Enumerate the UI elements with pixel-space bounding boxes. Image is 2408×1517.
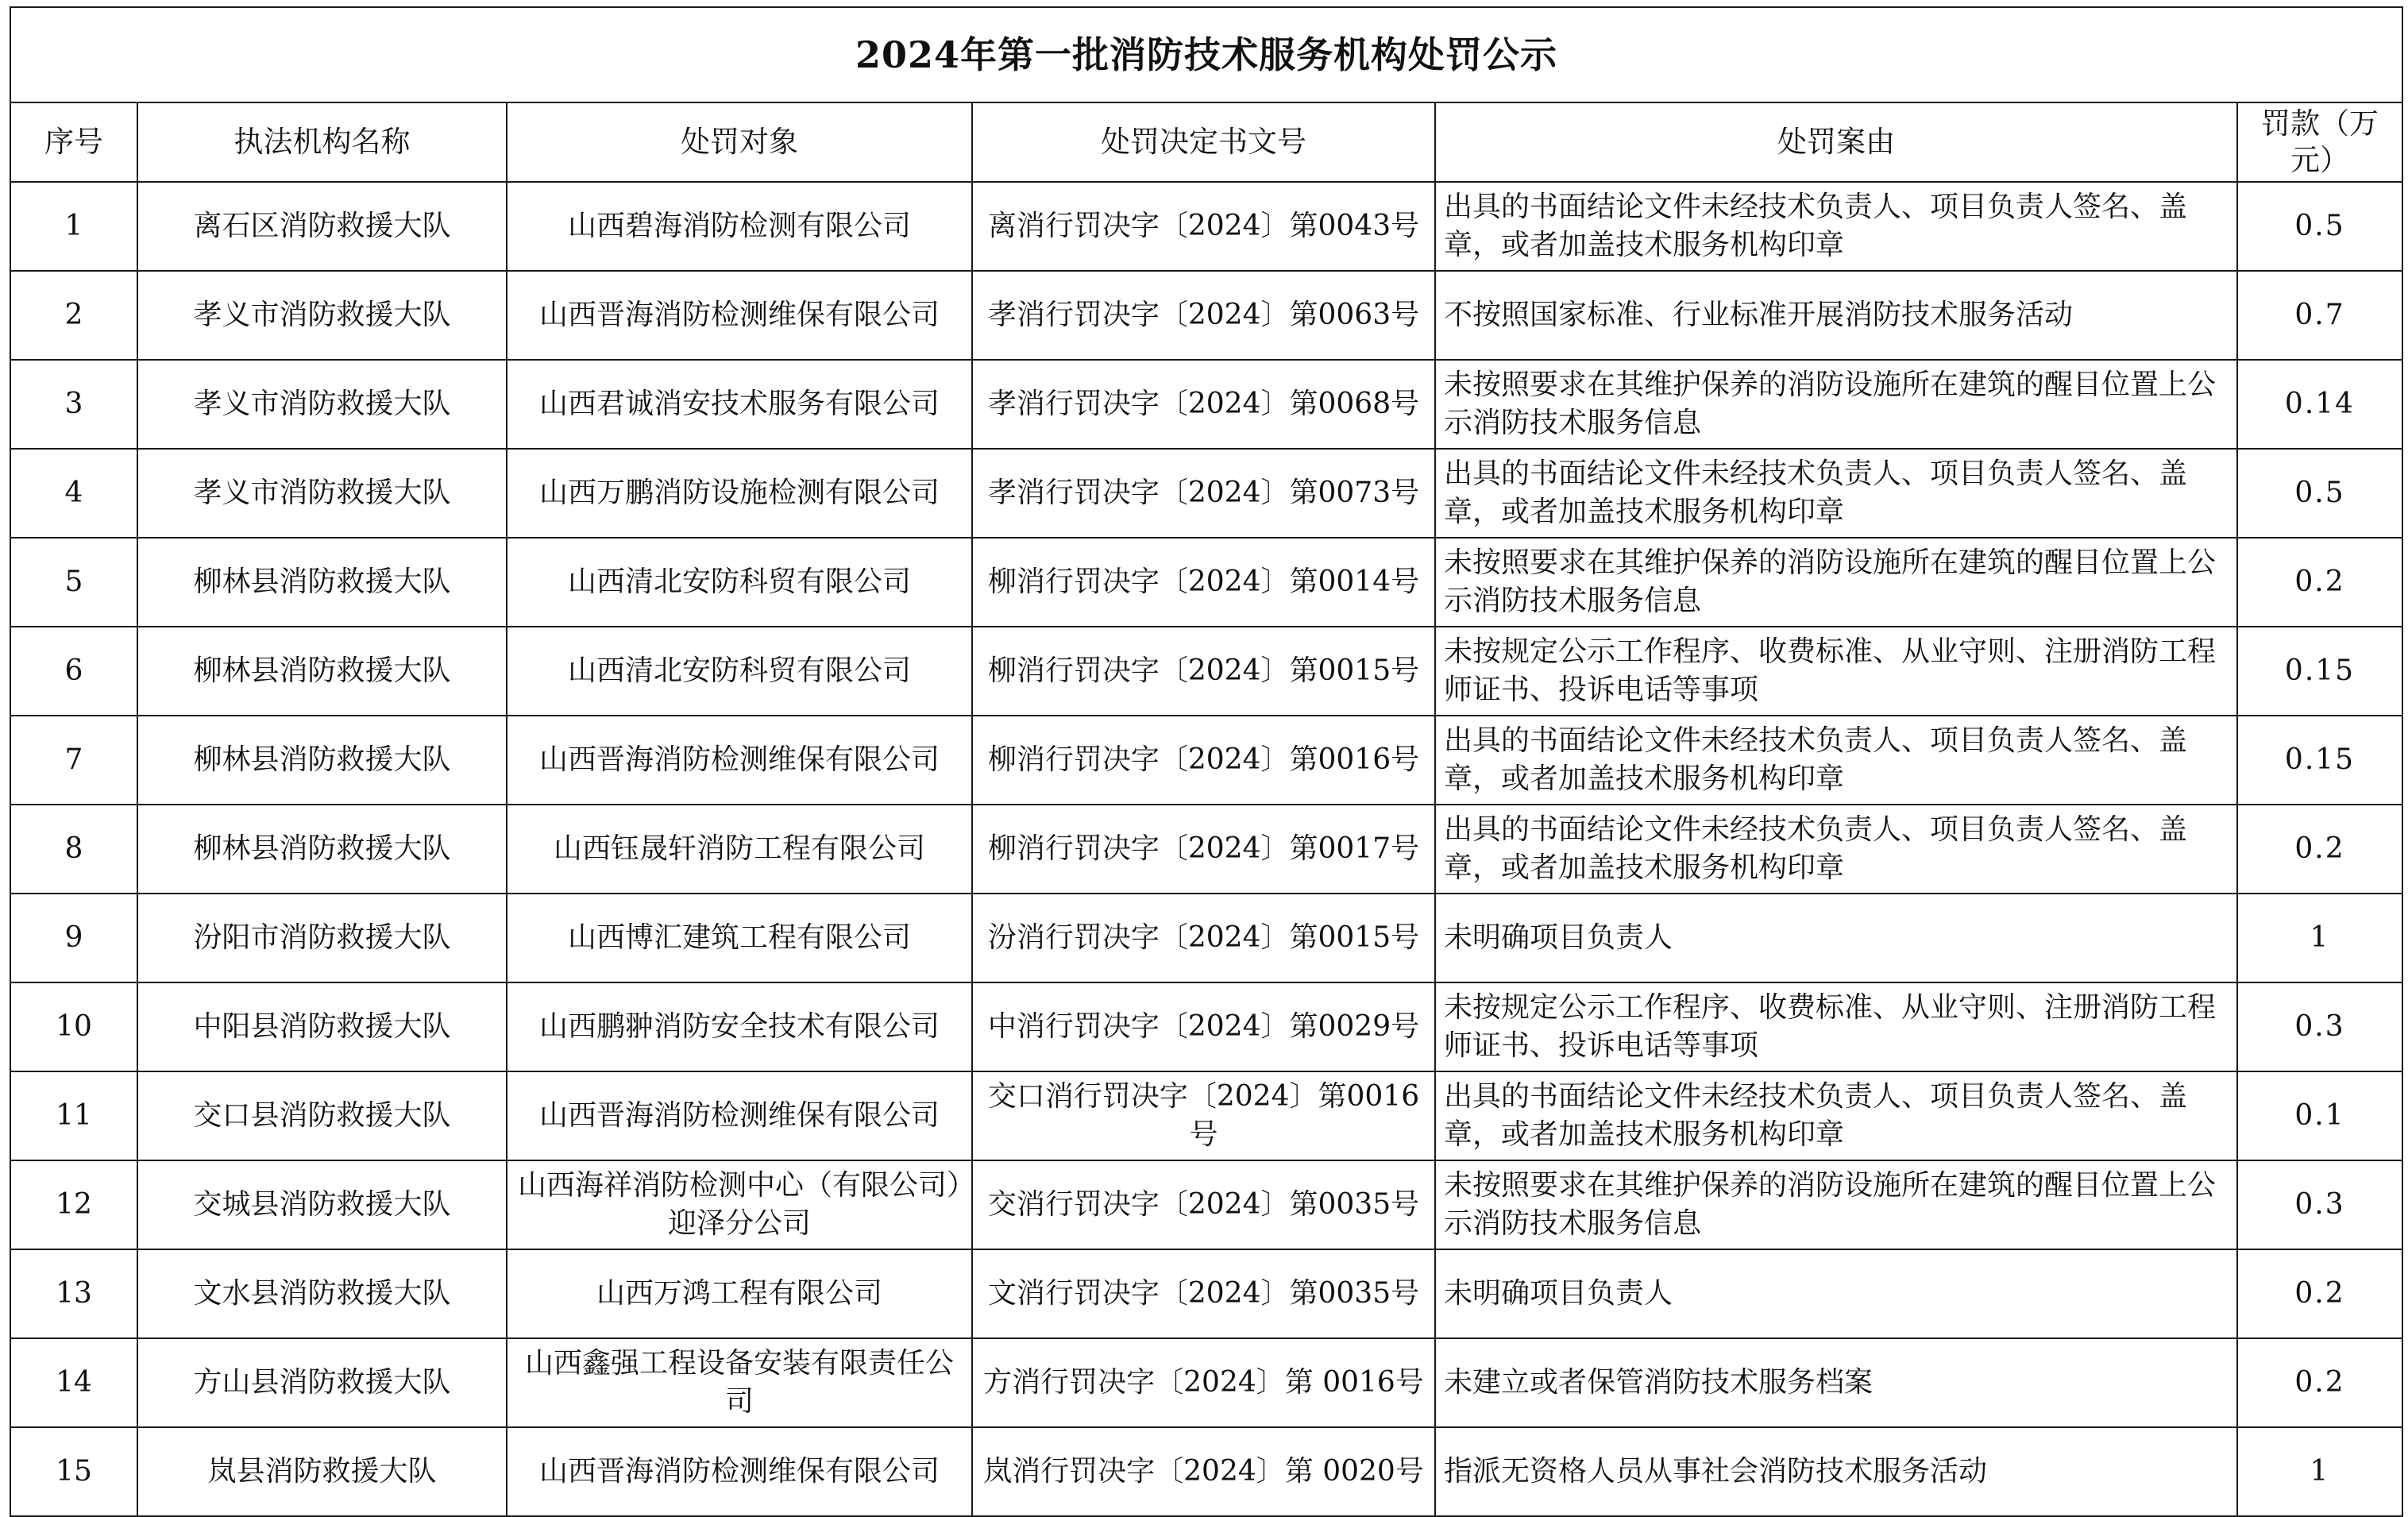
table-row [10, 1249, 2402, 1338]
cell-doc-no: 柳消行罚决字〔2024〕第0016号 [972, 716, 1435, 805]
header-agency: 执法机构名称 [137, 102, 507, 182]
cell-agency: 柳林县消防救援大队 [137, 805, 507, 894]
cell-reason: 未明确项目负责人 [1435, 894, 2237, 982]
cell-amount: 0.2 [2237, 1338, 2402, 1427]
cell-amount: 0.14 [2237, 360, 2402, 449]
cell-doc-no: 柳消行罚决字〔2024〕第0017号 [972, 805, 1435, 894]
cell-target: 山西君诚消安技术服务有限公司 [507, 360, 972, 449]
table-row [10, 894, 2402, 982]
cell-amount: 0.3 [2237, 1160, 2402, 1249]
cell-amount: 0.15 [2237, 627, 2402, 716]
cell-target: 山西万鸿工程有限公司 [507, 1249, 972, 1338]
cell-target: 山西清北安防科贸有限公司 [507, 538, 972, 627]
cell-doc-no: 孝消行罚决字〔2024〕第0068号 [972, 360, 1435, 449]
cell-amount: 0.5 [2237, 182, 2402, 271]
title-row [10, 7, 2402, 102]
cell-amount: 0.2 [2237, 1249, 2402, 1338]
table-row [10, 805, 2402, 894]
header-target: 处罚对象 [507, 102, 972, 182]
cell-target: 山西海祥消防检测中心（有限公司）迎泽分公司 [507, 1160, 972, 1249]
penalty-table [10, 6, 2403, 1517]
cell-reason: 出具的书面结论文件未经技术负责人、项目负责人签名、盖章，或者加盖技术服务机构印章 [1435, 182, 2237, 271]
cell-doc-no: 岚消行罚决字〔2024〕第 0020号 [972, 1427, 1435, 1516]
cell-doc-no: 中消行罚决字〔2024〕第0029号 [972, 982, 1435, 1071]
table-title: 2024年第一批消防技术服务机构处罚公示 [10, 7, 2402, 102]
cell-amount: 1 [2237, 1427, 2402, 1516]
cell-index: 6 [10, 627, 137, 716]
cell-reason: 未按照要求在其维护保养的消防设施所在建筑的醒目位置上公示消防技术服务信息 [1435, 360, 2237, 449]
cell-agency: 孝义市消防救援大队 [137, 271, 507, 360]
cell-target: 山西博汇建筑工程有限公司 [507, 894, 972, 982]
table-row [10, 538, 2402, 627]
cell-doc-no: 柳消行罚决字〔2024〕第0015号 [972, 627, 1435, 716]
cell-target: 山西万鹏消防设施检测有限公司 [507, 449, 972, 538]
cell-doc-no: 汾消行罚决字〔2024〕第0015号 [972, 894, 1435, 982]
cell-agency: 方山县消防救援大队 [137, 1338, 507, 1427]
cell-index: 14 [10, 1338, 137, 1427]
cell-target: 山西鹏翀消防安全技术有限公司 [507, 982, 972, 1071]
header-index: 序号 [10, 102, 137, 182]
cell-agency: 文水县消防救援大队 [137, 1249, 507, 1338]
cell-target: 山西清北安防科贸有限公司 [507, 627, 972, 716]
cell-reason: 出具的书面结论文件未经技术负责人、项目负责人签名、盖章，或者加盖技术服务机构印章 [1435, 449, 2237, 538]
cell-agency: 柳林县消防救援大队 [137, 716, 507, 805]
table-row [10, 716, 2402, 805]
penalty-table-sheet [10, 6, 2402, 1492]
table-row [10, 182, 2402, 271]
cell-amount: 0.1 [2237, 1071, 2402, 1160]
cell-doc-no: 柳消行罚决字〔2024〕第0014号 [972, 538, 1435, 627]
cell-agency: 柳林县消防救援大队 [137, 627, 507, 716]
cell-reason: 出具的书面结论文件未经技术负责人、项目负责人签名、盖章，或者加盖技术服务机构印章 [1435, 1071, 2237, 1160]
cell-doc-no: 孝消行罚决字〔2024〕第0073号 [972, 449, 1435, 538]
cell-agency: 中阳县消防救援大队 [137, 982, 507, 1071]
header-reason: 处罚案由 [1435, 102, 2237, 182]
cell-reason: 未按规定公示工作程序、收费标准、从业守则、注册消防工程师证书、投诉电话等事项 [1435, 982, 2237, 1071]
cell-index: 15 [10, 1427, 137, 1516]
cell-reason: 出具的书面结论文件未经技术负责人、项目负责人签名、盖章，或者加盖技术服务机构印章 [1435, 805, 2237, 894]
cell-index: 7 [10, 716, 137, 805]
cell-target: 山西碧海消防检测有限公司 [507, 182, 972, 271]
cell-index: 10 [10, 982, 137, 1071]
header-amount: 罚款（万元） [2237, 102, 2402, 182]
cell-doc-no: 文消行罚决字〔2024〕第0035号 [972, 1249, 1435, 1338]
cell-index: 8 [10, 805, 137, 894]
header-doc-no: 处罚决定书文号 [972, 102, 1435, 182]
cell-agency: 岚县消防救援大队 [137, 1427, 507, 1516]
cell-amount: 0.3 [2237, 982, 2402, 1071]
table-row [10, 360, 2402, 449]
header-row [10, 102, 2402, 182]
table-row [10, 449, 2402, 538]
cell-target: 山西鑫强工程设备安装有限责任公司 [507, 1338, 972, 1427]
cell-index: 5 [10, 538, 137, 627]
cell-amount: 1 [2237, 894, 2402, 982]
cell-reason: 未按规定公示工作程序、收费标准、从业守则、注册消防工程师证书、投诉电话等事项 [1435, 627, 2237, 716]
cell-index: 1 [10, 182, 137, 271]
cell-reason: 未按照要求在其维护保养的消防设施所在建筑的醒目位置上公示消防技术服务信息 [1435, 1160, 2237, 1249]
cell-doc-no: 孝消行罚决字〔2024〕第0063号 [972, 271, 1435, 360]
cell-index: 3 [10, 360, 137, 449]
cell-target: 山西钰晟轩消防工程有限公司 [507, 805, 972, 894]
cell-doc-no: 方消行罚决字〔2024〕第 0016号 [972, 1338, 1435, 1427]
table-row [10, 1160, 2402, 1249]
cell-agency: 交口县消防救援大队 [137, 1071, 507, 1160]
cell-target: 山西晋海消防检测维保有限公司 [507, 1071, 972, 1160]
cell-agency: 孝义市消防救援大队 [137, 449, 507, 538]
cell-index: 13 [10, 1249, 137, 1338]
cell-amount: 0.2 [2237, 538, 2402, 627]
cell-agency: 离石区消防救援大队 [137, 182, 507, 271]
cell-index: 9 [10, 894, 137, 982]
cell-doc-no: 交消行罚决字〔2024〕第0035号 [972, 1160, 1435, 1249]
cell-index: 4 [10, 449, 137, 538]
table-row [10, 1427, 2402, 1516]
cell-reason: 未明确项目负责人 [1435, 1249, 2237, 1338]
cell-reason: 未建立或者保管消防技术服务档案 [1435, 1338, 2237, 1427]
cell-agency: 柳林县消防救援大队 [137, 538, 507, 627]
table-row [10, 1071, 2402, 1160]
cell-amount: 0.5 [2237, 449, 2402, 538]
cell-index: 11 [10, 1071, 137, 1160]
table-row [10, 1338, 2402, 1427]
cell-agency: 孝义市消防救援大队 [137, 360, 507, 449]
cell-doc-no: 交口消行罚决字〔2024〕第0016号 [972, 1071, 1435, 1160]
cell-agency: 汾阳市消防救援大队 [137, 894, 507, 982]
cell-index: 2 [10, 271, 137, 360]
cell-amount: 0.15 [2237, 716, 2402, 805]
table-row [10, 627, 2402, 716]
cell-amount: 0.7 [2237, 271, 2402, 360]
cell-reason: 指派无资格人员从事社会消防技术服务活动 [1435, 1427, 2237, 1516]
cell-doc-no: 离消行罚决字〔2024〕第0043号 [972, 182, 1435, 271]
cell-reason: 未按照要求在其维护保养的消防设施所在建筑的醒目位置上公示消防技术服务信息 [1435, 538, 2237, 627]
cell-target: 山西晋海消防检测维保有限公司 [507, 271, 972, 360]
cell-reason: 出具的书面结论文件未经技术负责人、项目负责人签名、盖章，或者加盖技术服务机构印章 [1435, 716, 2237, 805]
cell-reason: 不按照国家标准、行业标准开展消防技术服务活动 [1435, 271, 2237, 360]
cell-target: 山西晋海消防检测维保有限公司 [507, 716, 972, 805]
table-row [10, 271, 2402, 360]
cell-agency: 交城县消防救援大队 [137, 1160, 507, 1249]
cell-target: 山西晋海消防检测维保有限公司 [507, 1427, 972, 1516]
table-row [10, 982, 2402, 1071]
cell-amount: 0.2 [2237, 805, 2402, 894]
cell-index: 12 [10, 1160, 137, 1249]
